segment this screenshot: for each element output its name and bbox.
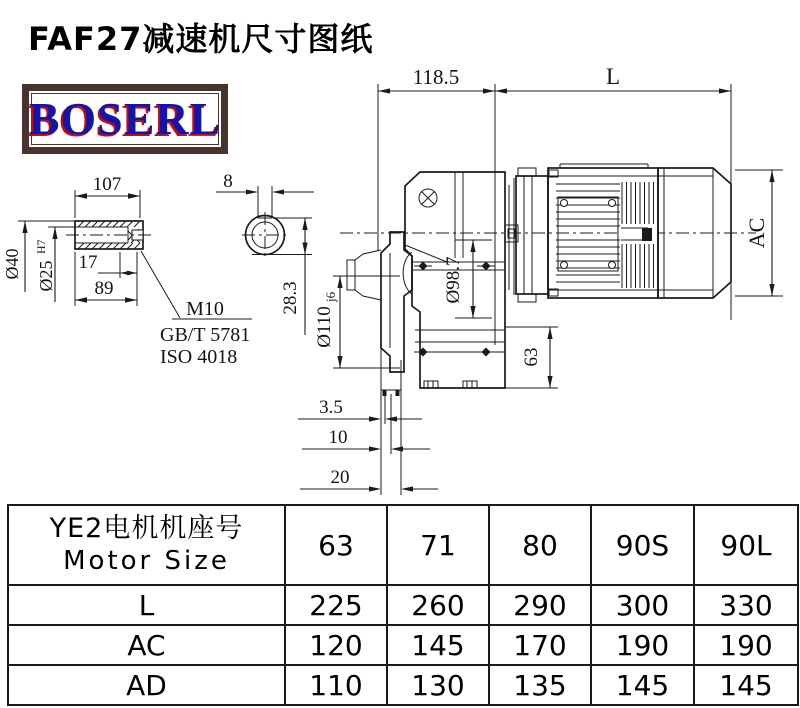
table-row-header <box>8 505 798 585</box>
column-header: 90S <box>591 505 694 585</box>
thread-callout-m10: M10 <box>186 298 224 320</box>
dim-3-5-label: 3.5 <box>319 397 343 418</box>
dim-d25-tolerance: H7 <box>34 239 48 254</box>
column-header: 71 <box>387 505 489 585</box>
dim-AC-label: AC <box>744 217 769 249</box>
dim-107-label: 107 <box>92 174 122 195</box>
main-view-dimensions <box>298 64 783 492</box>
row-label: L <box>8 585 285 625</box>
dim-d25-label: Ø25 <box>36 260 56 292</box>
thread-callout-gb: GB/T 5781 <box>160 324 251 346</box>
dim-d98-7-label: Ø98.7 <box>443 256 464 304</box>
shaft-section-view <box>66 221 152 249</box>
table-cell: 145 <box>694 665 798 705</box>
table-cell: 145 <box>591 665 694 705</box>
thread-callout-iso: ISO 4018 <box>160 346 238 368</box>
dim-d40-label: Ø40 <box>2 248 22 280</box>
column-header: 63 <box>285 505 387 585</box>
table-row-AD <box>8 665 798 705</box>
dim-20-label: 20 <box>330 467 350 488</box>
dim-118-5-label: 118.5 <box>412 65 460 89</box>
table-cell: 290 <box>489 585 591 625</box>
dim-10-label: 10 <box>328 427 348 448</box>
row-label: AD <box>8 665 285 705</box>
boserl-logo-text: BOSERL <box>28 93 222 144</box>
dim-d110-label: Ø110 <box>314 306 335 348</box>
table-cell: 190 <box>694 625 798 665</box>
row-label: AC <box>8 625 285 665</box>
dim-89-label: 89 <box>94 278 114 299</box>
table-row-AC <box>8 625 798 665</box>
header-label-en: Motor Size <box>63 545 230 576</box>
table-cell: 260 <box>387 585 489 625</box>
bore-end-view <box>216 171 314 335</box>
table-row-L <box>8 585 798 625</box>
dim-17-label: 17 <box>78 252 98 273</box>
table-cell: 145 <box>387 625 489 665</box>
header-label-cn: YE2电机机座号 <box>49 513 244 545</box>
dim-d110-tolerance: j6 <box>323 291 338 302</box>
table-cell: 120 <box>285 625 387 665</box>
page-title: FAF27减速机尺寸图纸 <box>28 20 374 58</box>
dim-keyway-height-label: 28.3 <box>280 281 301 315</box>
dim-L-label: L <box>605 64 621 89</box>
motor-size-table <box>7 504 799 706</box>
dim-keyway-width-label: 8 <box>223 171 233 192</box>
column-header: 80 <box>489 505 591 585</box>
table-cell: 135 <box>489 665 591 705</box>
table-cell: 330 <box>694 585 798 625</box>
table-cell: 225 <box>285 585 387 625</box>
table-cell: 170 <box>489 625 591 665</box>
table-cell: 110 <box>285 665 387 705</box>
dim-63-label: 63 <box>521 347 542 367</box>
table-cell: 130 <box>387 665 489 705</box>
column-header: 90L <box>694 505 798 585</box>
table-cell: 300 <box>591 585 694 625</box>
table-cell: 190 <box>591 625 694 665</box>
gearmotor-view <box>340 164 756 495</box>
shaft-dimensions <box>2 174 252 368</box>
header-motor-size-cell <box>8 505 285 585</box>
